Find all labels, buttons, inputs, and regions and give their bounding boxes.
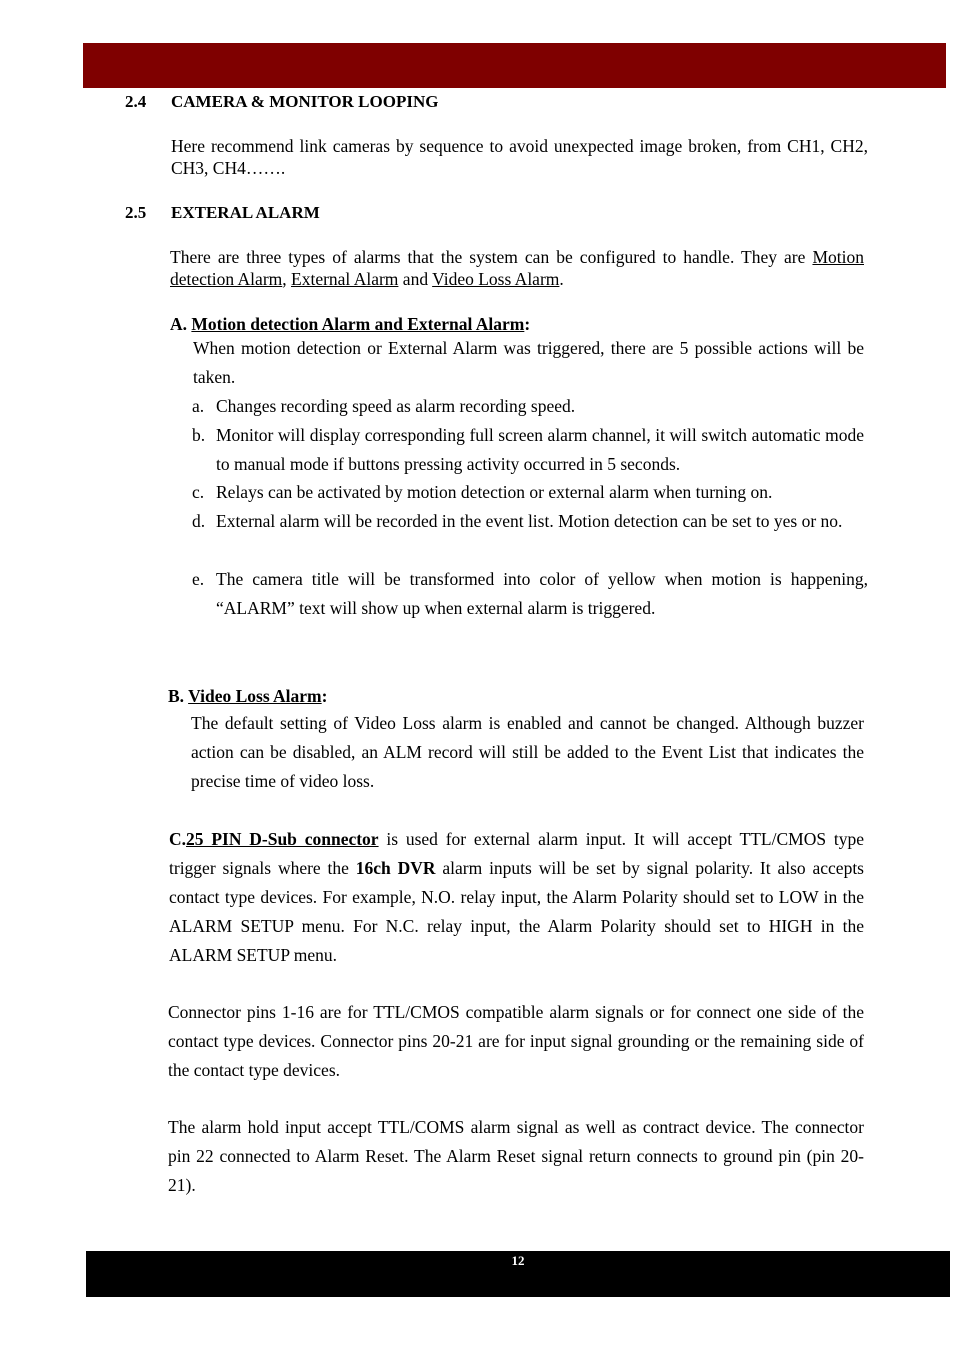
list-item (192, 565, 868, 623)
subsection-b-title: Video Loss Alarm (188, 686, 322, 706)
intro-sep: , (282, 269, 292, 289)
list-letter: b. (192, 425, 206, 445)
list-item (192, 392, 868, 421)
video-loss-alarm-link: Video Loss Alarm (432, 269, 560, 289)
intro-sep: and (398, 269, 433, 289)
section-2-5-title: EXTERAL ALARM (171, 203, 320, 222)
section-2-4-title: CAMERA & MONITOR LOOPING (171, 92, 439, 111)
motion-detection-alarm-link: Motion detection Alarm (170, 247, 864, 289)
list-text: Monitor will display corresponding full screen alarm channel, it will switch automatic mode to manual mode if buttons pressing activity occurred in 5 seconds. (216, 425, 864, 474)
subsection-b-colon: : (321, 686, 328, 706)
subsection-b-letter: B. (168, 686, 189, 706)
section-2-4-number: 2.4 (125, 92, 147, 111)
intro-prefix: There are three types of alarms that the system can be configured to handle. They are (170, 247, 813, 267)
list-text: External alarm will be recorded in the event list. Motion detection can be set to yes or no. (216, 511, 843, 531)
subsection-a-colon: : (524, 314, 531, 334)
subsection-b-body: The default setting of Video Loss alarm is enabled and cannot be changed. Although buzzer action can be disabled, an ALM record will still be added to the Event List that indicates the precise time of video loss. (191, 713, 864, 791)
list-letter: e. (192, 569, 205, 589)
subsection-a-title: Motion detection Alarm and External Alarm (191, 314, 525, 334)
alarm-hold-paragraph: The alarm hold input accept TTL/COMS alarm signal as well as contract device. The connector pin 22 connected to Alarm Reset. The Alarm Reset signal return connects to ground pin (pin 20-21). (168, 1117, 864, 1195)
subsection-c-text: is used for external alarm input. It will accept TTL/CMOS type trigger signals where the (169, 829, 864, 878)
page-number: 12 (511, 1253, 525, 1268)
subsection-b-heading (168, 686, 327, 707)
subsection-a-body: When motion detection or External Alarm was triggered, there are 5 possible actions will be taken. (193, 338, 864, 387)
section-2-5-number: 2.5 (125, 203, 147, 222)
list-letter: a. (192, 396, 205, 416)
subsection-a-heading (170, 314, 530, 335)
external-alarm-link: External Alarm (291, 269, 399, 289)
list-text: Relays can be activated by motion detection or external alarm when turning on. (216, 482, 773, 502)
subsection-c-title: 25 PIN D-Sub connector (186, 829, 379, 849)
list-item (192, 507, 864, 536)
subsection-c-bold: 16ch DVR (355, 858, 436, 878)
section-2-5-intro (170, 246, 864, 290)
subsection-a-letter: A. (170, 314, 192, 334)
header-bar (83, 43, 946, 88)
subsection-c-letter: C. (169, 829, 187, 849)
list-letter: c. (192, 482, 205, 502)
connector-pins-paragraph: Connector pins 1-16 are for TTL/CMOS compatible alarm signals or for connect one side of the contact type devices. Connector pins 20-21 are for input signal grounding or the remaining side of the contact type devices. (168, 1002, 864, 1080)
list-text: Changes recording speed as alarm recording speed. (216, 396, 576, 416)
intro-end: . (559, 269, 564, 289)
section-2-4-body: Here recommend link cameras by sequence to avoid unexpected image broken, from CH1, CH2, CH3, CH4……. (171, 136, 868, 178)
footer-bar (86, 1251, 950, 1297)
list-item (192, 478, 868, 507)
list-letter: d. (192, 511, 206, 531)
list-item (192, 421, 864, 479)
list-text: The camera title will be transformed into color of yellow when motion is happening, “ALARM” text will show up when external alarm is triggered. (216, 569, 868, 618)
subsection-c-text: alarm inputs will be set by signal polarity. It also accepts contact type devices. For example, N.O. relay input, the Alarm Polarity should set to LOW in the ALARM SETUP menu. For N.C. relay input, the Alarm Polarity should set to HIGH in the ALARM SETUP menu. (169, 858, 864, 965)
subsection-c-paragraph (169, 825, 864, 970)
